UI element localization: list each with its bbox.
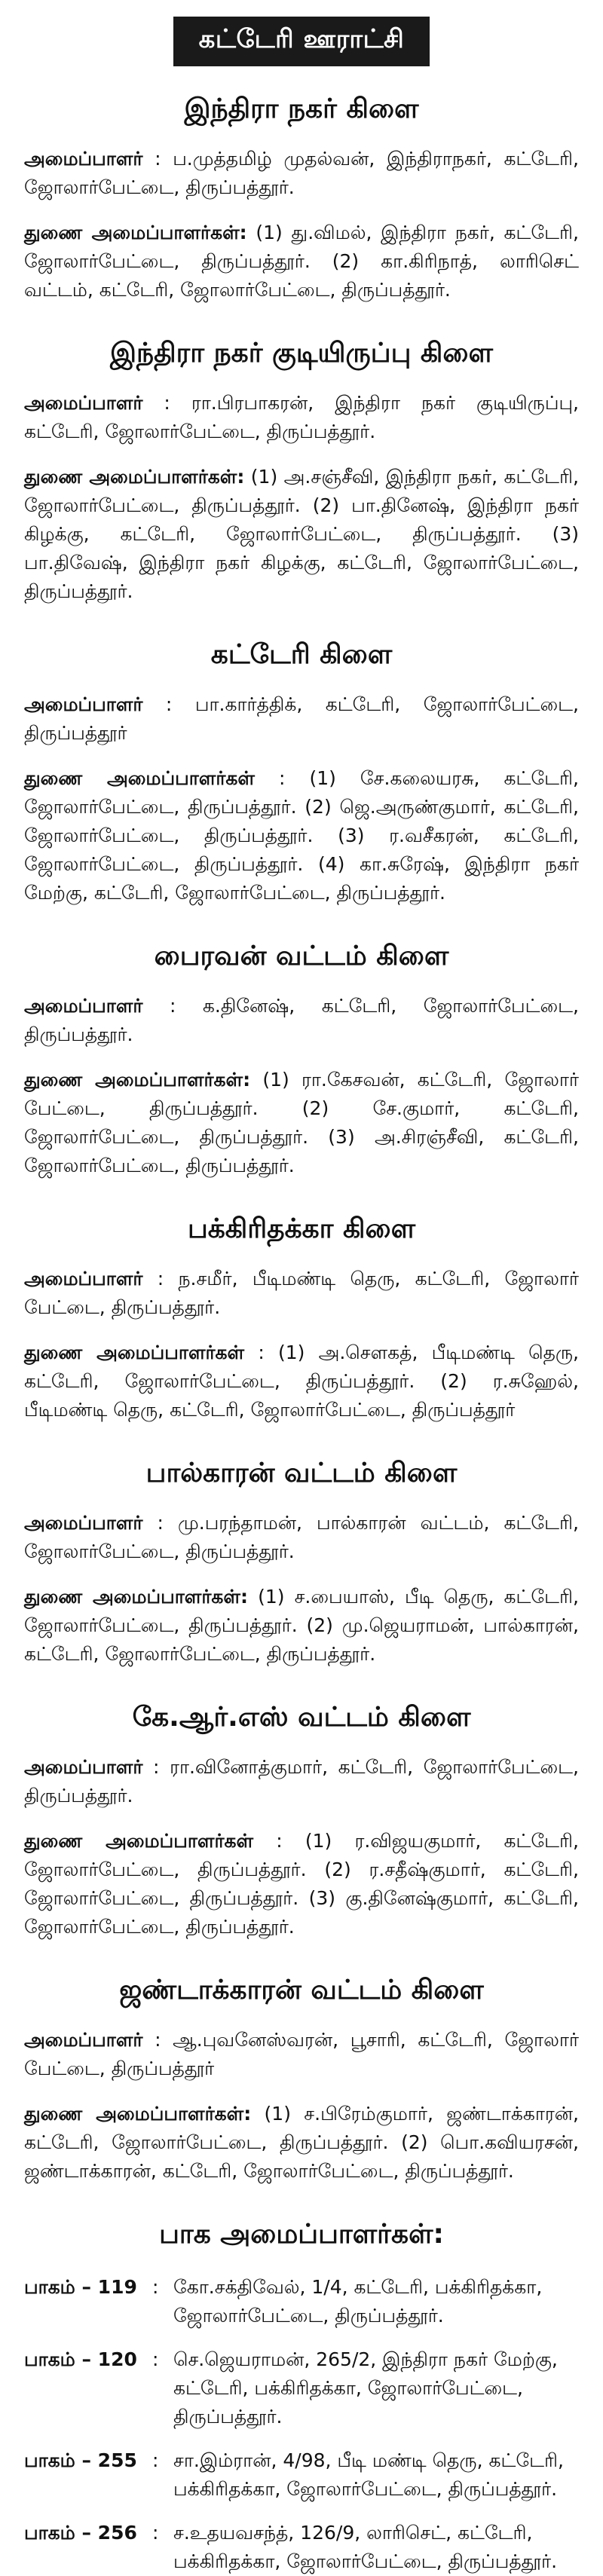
page-title: கட்டேரி ஊராட்சி [173, 17, 430, 66]
organizer-details: ரா.பிரபாகரன், இந்திரா நகர் குடியிருப்பு, கட்டேரி, ஜோலார்பேட்டை, திருப்பத்தூர். [24, 392, 579, 442]
branch-title: பக்கிரிதக்கா கிளை [187, 1213, 416, 1244]
branch-title: இந்திரா நகர் கிளை [184, 93, 419, 124]
organizer-details: ஆ.புவனேஸ்வரன், பூசாரி, கட்டேரி, ஜோலார் பேட்டை, திருப்பத்தூர் [24, 2029, 579, 2079]
branch-title: பைரவன் வட்டம் கிளை [154, 941, 449, 971]
organizer-entry: அமைப்பாளர் : ரா.வினோத்குமார், கட்டேரி, ஜோலார்பேட்டை, திருப்பத்தூர். [24, 1756, 579, 1807]
deputy-label: துணை அமைப்பாளர்கள் [24, 1830, 254, 1852]
organizer-label: அமைப்பாளர் [24, 148, 143, 170]
organizer-entry: அமைப்பாளர் : ப.முத்தமிழ் முதல்வன், இந்திராநகர், கட்டேரி, ஜோலார்பேட்டை, திருப்பத்தூர். [24, 148, 579, 198]
deputy-details: (1) ச.பிரேம்குமார், ஜண்டாக்காரன், கட்டேரி, ஜோலார்பேட்டை, திருப்பத்தூர். (2) பொ.கவியரசன், ஜண்டாக்காரன், கட்டேரி, ஜோலார்பேட்டை, திருப்பத்தூர். [24, 2103, 579, 2182]
deputy-label: துணை அமைப்பாளர்கள்: [24, 222, 247, 243]
branch-title: பால்காரன் வட்டம் கிளை [145, 1458, 458, 1488]
deputy-details: : (1) அ.சௌகத், பீடிமண்டி தெரு, கட்டேரி, ஜோலார்பேட்டை, திருப்பத்தூர். (2) ர.சுஹேல், பீடிமண்டி தெரு, கட்டேரி, ஜோலார்பேட்டை, திருப்பத்தூர் [24, 1342, 579, 1421]
booth-number: பாகம் – 119 [24, 2276, 137, 2298]
booth-row [24, 2519, 579, 2576]
booth-separator: : [152, 2348, 159, 2370]
deputy-details: (1) அ.சஞ்சீவி, இந்திரா நகர், கட்டேரி, ஜோலார்பேட்டை, திருப்பத்தூர். (2) பா.தினேஷ், இந்திரா நகர் கிழக்கு, கட்டேரி, ஜோலார்பேட்டை, திருப்பத்தூர். (3) பா.திவேஷ், இந்திரா நகர் கிழக்கு, கட்டேரி, ஜோலார்பேட்டை, திருப்பத்தூர். [24, 466, 579, 602]
booth-separator: : [152, 2449, 159, 2471]
organizer-entry: அமைப்பாளர் : ஆ.புவனேஸ்வரன், பூசாரி, கட்டேரி, ஜோலார் பேட்டை, திருப்பத்தூர் [24, 2029, 579, 2079]
booth-number: பாகம் – 256 [24, 2522, 137, 2544]
organizer-entry: அமைப்பாளர் : க.தினேஷ், கட்டேரி, ஜோலார்பேட்டை, திருப்பத்தூர். [24, 995, 579, 1045]
branch-block [24, 639, 579, 907]
organizer-entry: அமைப்பாளர் : மு.பரந்தாமன், பால்காரன் வட்டம், கட்டேரி, ஜோலார்பேட்டை, திருப்பத்தூர். [24, 1512, 579, 1562]
booth-number: பாகம் – 120 [24, 2348, 137, 2370]
booth-row [24, 2446, 579, 2504]
organizer-label: அமைப்பாளர் [24, 2029, 143, 2051]
branch-block [24, 338, 579, 606]
deputy-details: : (1) சே.கலையரசு, கட்டேரி, ஜோலார்பேட்டை, திருப்பத்தூர். (2) ஜெ.அருண்குமார், கட்டேரி, ஜோலார்பேட்டை, திருப்பத்தூர். (3) ர.வசீகரன், கட்டேரி, ஜோலார்பேட்டை, திருப்பத்தூர். (4) கா.சுரேஷ், இந்திரா நகர் மேற்கு, கட்டேரி, ஜோலார்பேட்டை, திருப்பத்தூர். [24, 767, 579, 904]
booth-details: செ.ஜெயராமன், 265/2, இந்திரா நகர் மேற்கு, கட்டேரி, பக்கிரிதக்கா, ஜோலார்பேட்டை, திருப்பத்தூர். [173, 2348, 558, 2428]
organizer-label: அமைப்பாளர் [24, 1268, 143, 1290]
organizer-details: க.தினேஷ், கட்டேரி, ஜோலார்பேட்டை, திருப்பத்தூர். [24, 995, 579, 1045]
organizer-label: அமைப்பாளர் [24, 1756, 143, 1778]
deputy-entry [24, 1827, 579, 1941]
deputy-label: துணை அமைப்பாளர்கள் [24, 767, 255, 789]
branch-block [24, 1975, 579, 2186]
branch-block [24, 93, 579, 304]
organizer-details: பா.கார்த்திக், கட்டேரி, ஜோலார்பேட்டை, திருப்பத்தூர் [24, 693, 579, 744]
booth-row [24, 2345, 579, 2431]
page-header [24, 17, 579, 66]
booth-details: சா.இம்ரான், 4/98, பீடி மண்டி தெரு, கட்டேரி, பக்கிரிதக்கா, ஜோலார்பேட்டை, திருப்பத்தூர். [173, 2449, 564, 2500]
deputy-entry [24, 1066, 579, 1180]
organizer-details: ப.முத்தமிழ் முதல்வன், இந்திராநகர், கட்டேரி, ஜோலார்பேட்டை, திருப்பத்தூர். [24, 148, 579, 198]
booth-separator: : [152, 2522, 159, 2544]
booth-separator: : [152, 2276, 159, 2298]
branch-title: இந்திரா நகர் குடியிருப்பு கிளை [110, 338, 493, 369]
organizer-details: ரா.வினோத்குமார், கட்டேரி, ஜோலார்பேட்டை, திருப்பத்தூர். [24, 1756, 579, 1807]
deputy-details: (1) ச.பையாஸ், பீடி தெரு, கட்டேரி, ஜோலார்பேட்டை, திருப்பத்தூர். (2) மு.ஜெயராமன், பால்காரன், கட்டேரி, ஜோலார்பேட்டை, திருப்பத்தூர். [24, 1586, 579, 1665]
organizer-details: மு.பரந்தாமன், பால்காரன் வட்டம், கட்டேரி, ஜோலார்பேட்டை, திருப்பத்தூர். [24, 1512, 579, 1562]
branch-list [24, 93, 579, 2186]
booth-number: பாகம் – 255 [24, 2449, 137, 2471]
branch-block [24, 1213, 579, 1424]
deputy-details: (1) ரா.கேசவன், கட்டேரி, ஜோலார் பேட்டை, திருப்பத்தூர். (2) சே.குமார், கட்டேரி, ஜோலார்பேட்டை, திருப்பத்தூர். (3) அ.சிரஞ்சீவி, கட்டேரி, ஜோலார்பேட்டை, திருப்பத்தூர். [24, 1069, 579, 1176]
booth-details: ச.உதயவசந்த், 126/9, லாரிசெட், கட்டேரி, பக்கிரிதக்கா, ஜோலார்பேட்டை, திருப்பத்தூர். [173, 2522, 558, 2572]
deputy-entry [24, 1583, 579, 1669]
branch-title: கட்டேரி கிளை [210, 639, 393, 670]
organizer-entry: அமைப்பாளர் : ந.சமீர், பீடிமண்டி தெரு, கட்டேரி, ஜோலார் பேட்டை, திருப்பத்தூர். [24, 1268, 579, 1318]
booth-section [24, 2219, 579, 2576]
deputy-details: (1) து.விமல், இந்திரா நகர், கட்டேரி, ஜோலார்பேட்டை, திருப்பத்தூர். (2) கா.கிரிநாத், லாரிசெட் வட்டம், கட்டேரி, ஜோலார்பேட்டை, திருப்பத்தூர். [24, 222, 579, 301]
deputy-entry [24, 463, 579, 606]
booth-details: கோ.சக்திவேல், 1/4, கட்டேரி, பக்கிரிதக்கா, ஜோலார்பேட்டை, திருப்பத்தூர். [173, 2276, 543, 2327]
deputy-entry [24, 219, 579, 304]
deputy-details: : (1) ர.விஜயகுமார், கட்டேரி, ஜோலார்பேட்டை, திருப்பத்தூர். (2) ர.சதீஷ்குமார், கட்டேரி, ஜோலார்பேட்டை, திருப்பத்தூர். (3) கு.தினேஷ்குமார், கட்டேரி, ஜோலார்பேட்டை, திருப்பத்தூர். [24, 1830, 579, 1938]
deputy-label: துணை அமைப்பாளர்கள்: [24, 1586, 248, 1608]
booth-row [24, 2273, 579, 2330]
branch-title: கே.ஆர்.எஸ் வட்டம் கிளை [132, 1702, 471, 1733]
deputy-entry [24, 1338, 579, 1424]
deputy-label: துணை அமைப்பாளர்கள்: [24, 466, 245, 488]
organizer-label: அமைப்பாளர் [24, 1512, 143, 1534]
branch-title: ஜண்டாக்காரன் வட்டம் கிளை [119, 1975, 484, 2005]
organizer-entry: அமைப்பாளர் : பா.கார்த்திக், கட்டேரி, ஜோலார்பேட்டை, திருப்பத்தூர் [24, 693, 579, 744]
branch-block [24, 1702, 579, 1941]
deputy-entry [24, 764, 579, 907]
organizer-label: அமைப்பாளர் [24, 392, 143, 414]
organizer-details: ந.சமீர், பீடிமண்டி தெரு, கட்டேரி, ஜோலார் பேட்டை, திருப்பத்தூர். [24, 1268, 579, 1318]
deputy-entry [24, 2100, 579, 2186]
organizer-label: அமைப்பாளர் [24, 995, 143, 1017]
organizer-label: அமைப்பாளர் [24, 693, 143, 715]
branch-block [24, 1458, 579, 1669]
deputy-label: துணை அமைப்பாளர்கள்: [24, 1069, 251, 1091]
deputy-label: துணை அமைப்பாளர்கள் [24, 1342, 245, 1363]
booth-section-title: பாக அமைப்பாளர்கள்: [159, 2219, 444, 2250]
deputy-label: துணை அமைப்பாளர்கள்: [24, 2103, 252, 2125]
branch-block [24, 941, 579, 1180]
organizer-entry: அமைப்பாளர் : ரா.பிரபாகரன், இந்திரா நகர் குடியிருப்பு, கட்டேரி, ஜோலார்பேட்டை, திருப்பத்தூர். [24, 392, 579, 442]
